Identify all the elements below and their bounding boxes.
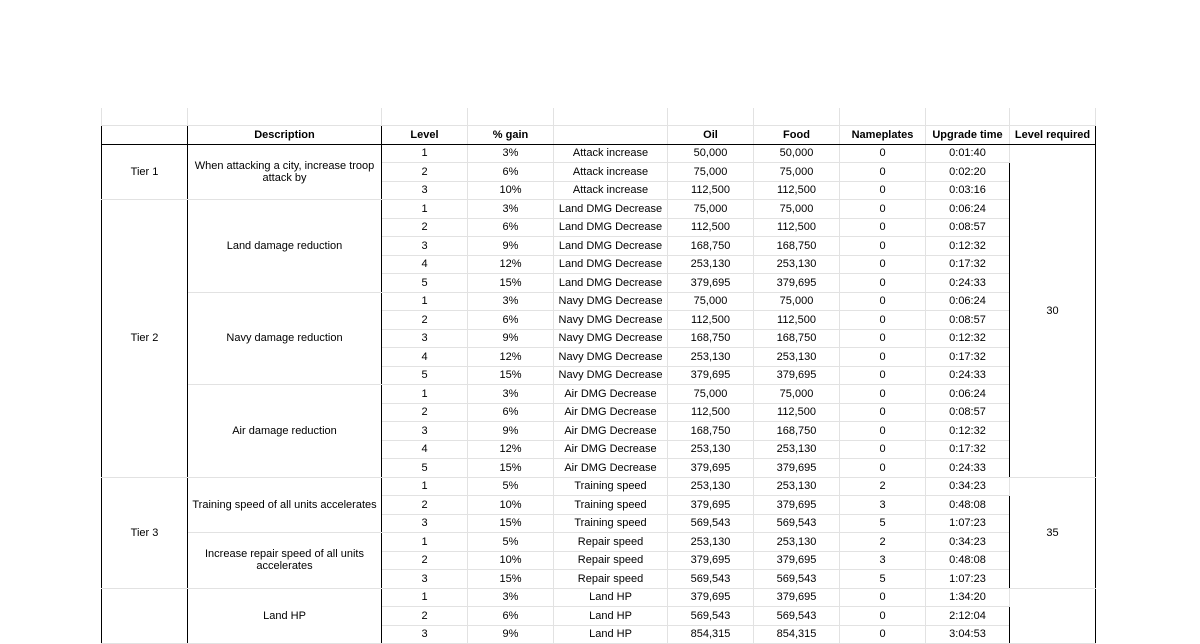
oil-cell[interactable]: 569,543 — [668, 570, 754, 589]
upgrade-time-cell[interactable]: 0:08:57 — [926, 218, 1010, 237]
nameplates-cell[interactable]: 0 — [840, 607, 926, 626]
level-cell[interactable]: 2 — [382, 218, 468, 237]
empty-cell[interactable] — [554, 108, 668, 126]
level-cell[interactable]: 3 — [382, 181, 468, 200]
upgrade-time-cell[interactable]: 0:34:23 — [926, 477, 1010, 496]
nameplates-cell[interactable]: 0 — [840, 144, 926, 163]
nameplates-cell[interactable]: 2 — [840, 477, 926, 496]
nameplates-cell[interactable]: 0 — [840, 329, 926, 348]
food-cell[interactable]: 75,000 — [754, 292, 840, 311]
level-cell[interactable]: 2 — [382, 496, 468, 515]
description-cell[interactable]: Air damage reduction — [188, 385, 382, 478]
effect-cell[interactable]: Land HP — [554, 625, 668, 644]
upgrade-time-cell[interactable]: 0:12:32 — [926, 237, 1010, 256]
upgrade-time-cell[interactable]: 2:12:04 — [926, 607, 1010, 626]
upgrade-time-cell[interactable]: 0:08:57 — [926, 311, 1010, 330]
oil-cell[interactable]: 253,130 — [668, 477, 754, 496]
upgrade-time-cell[interactable]: 0:12:32 — [926, 422, 1010, 441]
level-cell[interactable]: 5 — [382, 366, 468, 385]
level-cell[interactable]: 1 — [382, 144, 468, 163]
level-cell[interactable]: 3 — [382, 237, 468, 256]
effect-cell[interactable]: Air DMG Decrease — [554, 385, 668, 404]
food-cell[interactable]: 379,695 — [754, 551, 840, 570]
effect-cell[interactable]: Land HP — [554, 607, 668, 626]
nameplates-cell[interactable]: 3 — [840, 551, 926, 570]
nameplates-cell[interactable]: 0 — [840, 366, 926, 385]
gain-cell[interactable]: 3% — [468, 200, 554, 219]
nameplates-cell[interactable]: 5 — [840, 570, 926, 589]
spreadsheet — [101, 108, 1096, 644]
gain-cell[interactable]: 6% — [468, 311, 554, 330]
upgrade-time-cell[interactable]: 0:24:33 — [926, 274, 1010, 293]
nameplates-cell[interactable]: 0 — [840, 292, 926, 311]
effect-cell[interactable]: Land DMG Decrease — [554, 274, 668, 293]
nameplates-cell[interactable]: 0 — [840, 422, 926, 441]
empty-cell[interactable] — [840, 108, 926, 126]
oil-cell[interactable]: 112,500 — [668, 403, 754, 422]
oil-cell[interactable]: 569,543 — [668, 514, 754, 533]
nameplates-cell[interactable]: 0 — [840, 625, 926, 644]
oil-cell[interactable]: 168,750 — [668, 329, 754, 348]
food-cell[interactable]: 168,750 — [754, 422, 840, 441]
nameplates-cell[interactable]: 0 — [840, 255, 926, 274]
food-cell[interactable]: 253,130 — [754, 440, 840, 459]
food-cell[interactable]: 379,695 — [754, 366, 840, 385]
oil-cell[interactable]: 253,130 — [668, 255, 754, 274]
oil-header[interactable]: Oil — [668, 126, 754, 145]
empty-cell[interactable] — [754, 108, 840, 126]
upgrade-time-cell[interactable]: 0:17:32 — [926, 255, 1010, 274]
food-cell[interactable]: 112,500 — [754, 403, 840, 422]
food-cell[interactable]: 253,130 — [754, 255, 840, 274]
level-cell[interactable]: 3 — [382, 514, 468, 533]
upgrade-time-cell[interactable]: 0:17:32 — [926, 440, 1010, 459]
upgrade-time-cell[interactable]: 1:34:20 — [926, 588, 1010, 607]
tier-label[interactable] — [102, 588, 188, 644]
effect-cell[interactable]: Repair speed — [554, 533, 668, 552]
upgrade-time-cell[interactable]: 0:06:24 — [926, 292, 1010, 311]
effect-cell[interactable]: Navy DMG Decrease — [554, 329, 668, 348]
level-cell[interactable]: 1 — [382, 385, 468, 404]
oil-cell[interactable]: 75,000 — [668, 385, 754, 404]
oil-cell[interactable]: 379,695 — [668, 366, 754, 385]
level-header[interactable]: Level — [382, 126, 468, 145]
upgrade-time-cell[interactable]: 0:48:08 — [926, 496, 1010, 515]
gain-cell[interactable]: 15% — [468, 459, 554, 478]
level-cell[interactable]: 2 — [382, 403, 468, 422]
effect-cell[interactable]: Air DMG Decrease — [554, 440, 668, 459]
gain-cell[interactable]: 9% — [468, 329, 554, 348]
gain-cell[interactable]: 12% — [468, 440, 554, 459]
oil-cell[interactable]: 253,130 — [668, 348, 754, 367]
upgrade-time-cell[interactable]: 3:04:53 — [926, 625, 1010, 644]
effect-cell[interactable]: Land DMG Decrease — [554, 237, 668, 256]
nameplates-cell[interactable]: 3 — [840, 496, 926, 515]
oil-cell[interactable]: 253,130 — [668, 440, 754, 459]
food-cell[interactable]: 569,543 — [754, 514, 840, 533]
empty-cell[interactable] — [188, 108, 382, 126]
upgrade-time-cell[interactable]: 0:48:08 — [926, 551, 1010, 570]
oil-cell[interactable]: 379,695 — [668, 496, 754, 515]
effect-cell[interactable]: Land DMG Decrease — [554, 218, 668, 237]
table-row — [102, 292, 1096, 311]
nameplates-header[interactable]: Nameplates — [840, 126, 926, 145]
food-cell[interactable]: 569,543 — [754, 570, 840, 589]
effect-cell[interactable]: Attack increase — [554, 144, 668, 163]
gain-cell[interactable]: 9% — [468, 237, 554, 256]
oil-cell[interactable]: 379,695 — [668, 588, 754, 607]
gain-cell[interactable]: 9% — [468, 422, 554, 441]
upgrade-time-cell[interactable]: 1:07:23 — [926, 570, 1010, 589]
gain-cell[interactable]: 10% — [468, 181, 554, 200]
description-cell[interactable]: When attacking a city, increase troop attack by — [188, 144, 382, 200]
nameplates-cell[interactable]: 5 — [840, 514, 926, 533]
effect-cell[interactable]: Land DMG Decrease — [554, 200, 668, 219]
effect-cell[interactable]: Training speed — [554, 496, 668, 515]
effect-cell[interactable]: Navy DMG Decrease — [554, 366, 668, 385]
table-row — [102, 588, 1096, 607]
upgrade-time-header[interactable]: Upgrade time — [926, 126, 1010, 145]
food-cell[interactable]: 75,000 — [754, 200, 840, 219]
level-cell[interactable]: 3 — [382, 329, 468, 348]
gain-cell[interactable]: 9% — [468, 625, 554, 644]
blank-row — [102, 108, 1096, 126]
gain-cell[interactable]: 10% — [468, 551, 554, 570]
level-cell[interactable]: 3 — [382, 422, 468, 441]
oil-cell[interactable]: 75,000 — [668, 163, 754, 182]
description-header[interactable]: Description — [188, 126, 382, 145]
description-cell[interactable]: Navy damage reduction — [188, 292, 382, 385]
effect-cell[interactable]: Navy DMG Decrease — [554, 348, 668, 367]
description-cell[interactable]: Increase repair speed of all units accelerates — [188, 533, 382, 589]
nameplates-cell[interactable]: 0 — [840, 237, 926, 256]
level-cell[interactable]: 4 — [382, 255, 468, 274]
table-row — [102, 385, 1096, 404]
oil-cell[interactable]: 75,000 — [668, 200, 754, 219]
food-cell[interactable]: 379,695 — [754, 459, 840, 478]
food-cell[interactable]: 253,130 — [754, 348, 840, 367]
effect-cell[interactable]: Land HP — [554, 588, 668, 607]
gain-cell[interactable]: 15% — [468, 514, 554, 533]
oil-cell[interactable]: 75,000 — [668, 292, 754, 311]
tier-label[interactable]: Tier 1 — [102, 144, 188, 200]
oil-cell[interactable]: 379,695 — [668, 551, 754, 570]
effect-cell[interactable]: Land DMG Decrease — [554, 255, 668, 274]
table-row — [102, 144, 1096, 163]
nameplates-cell[interactable]: 0 — [840, 218, 926, 237]
description-cell[interactable]: Land damage reduction — [188, 200, 382, 293]
oil-cell[interactable]: 112,500 — [668, 311, 754, 330]
food-cell[interactable]: 112,500 — [754, 218, 840, 237]
gain-cell[interactable]: 3% — [468, 144, 554, 163]
food-cell[interactable]: 379,695 — [754, 274, 840, 293]
gain-cell[interactable]: 6% — [468, 218, 554, 237]
gain-header[interactable]: % gain — [468, 126, 554, 145]
level-cell[interactable]: 1 — [382, 477, 468, 496]
oil-cell[interactable]: 50,000 — [668, 144, 754, 163]
description-cell[interactable]: Land HP — [188, 588, 382, 644]
upgrade-time-cell[interactable]: 0:03:16 — [926, 181, 1010, 200]
nameplates-cell[interactable]: 0 — [840, 440, 926, 459]
oil-cell[interactable]: 168,750 — [668, 237, 754, 256]
upgrade-time-cell[interactable]: 0:08:57 — [926, 403, 1010, 422]
gain-cell[interactable]: 6% — [468, 163, 554, 182]
nameplates-cell[interactable]: 0 — [840, 403, 926, 422]
gain-cell[interactable]: 6% — [468, 403, 554, 422]
oil-cell[interactable]: 379,695 — [668, 274, 754, 293]
level-cell[interactable]: 2 — [382, 607, 468, 626]
tier-label[interactable]: Tier 3 — [102, 477, 188, 588]
level-cell[interactable]: 2 — [382, 311, 468, 330]
level-cell[interactable]: 1 — [382, 200, 468, 219]
header-row — [102, 126, 1096, 145]
empty-cell[interactable] — [468, 108, 554, 126]
level-cell[interactable]: 4 — [382, 440, 468, 459]
gain-cell[interactable]: 15% — [468, 366, 554, 385]
empty-cell[interactable] — [1010, 108, 1096, 126]
upgrade-time-cell[interactable]: 0:06:24 — [926, 385, 1010, 404]
effect-cell[interactable]: Air DMG Decrease — [554, 459, 668, 478]
gain-cell[interactable]: 3% — [468, 588, 554, 607]
table-row — [102, 477, 1096, 496]
empty-cell[interactable] — [668, 108, 754, 126]
level-cell[interactable]: 5 — [382, 459, 468, 478]
nameplates-cell[interactable]: 0 — [840, 163, 926, 182]
effect-cell[interactable]: Navy DMG Decrease — [554, 311, 668, 330]
level-cell[interactable]: 4 — [382, 348, 468, 367]
level-required-header[interactable]: Level required — [1010, 126, 1096, 145]
effect-header[interactable] — [554, 126, 668, 145]
effect-cell[interactable]: Repair speed — [554, 570, 668, 589]
food-cell[interactable]: 50,000 — [754, 144, 840, 163]
food-cell[interactable]: 854,315 — [754, 625, 840, 644]
tier-label[interactable]: Tier 2 — [102, 200, 188, 478]
nameplates-cell[interactable]: 0 — [840, 181, 926, 200]
level-required-cell[interactable] — [1010, 588, 1096, 644]
upgrade-time-cell[interactable]: 0:17:32 — [926, 348, 1010, 367]
nameplates-cell[interactable]: 0 — [840, 588, 926, 607]
effect-cell[interactable]: Navy DMG Decrease — [554, 292, 668, 311]
food-cell[interactable]: 168,750 — [754, 329, 840, 348]
gain-cell[interactable]: 3% — [468, 385, 554, 404]
level-cell[interactable]: 1 — [382, 533, 468, 552]
upgrade-time-cell[interactable]: 1:07:23 — [926, 514, 1010, 533]
level-cell[interactable]: 5 — [382, 274, 468, 293]
upgrade-time-cell[interactable]: 0:02:20 — [926, 163, 1010, 182]
effect-cell[interactable]: Repair speed — [554, 551, 668, 570]
effect-cell[interactable]: Training speed — [554, 477, 668, 496]
level-cell[interactable]: 3 — [382, 570, 468, 589]
food-header[interactable]: Food — [754, 126, 840, 145]
description-cell[interactable]: Training speed of all units accelerates — [188, 477, 382, 533]
effect-cell[interactable]: Attack increase — [554, 163, 668, 182]
nameplates-cell[interactable]: 0 — [840, 311, 926, 330]
gain-cell[interactable]: 5% — [468, 477, 554, 496]
oil-cell[interactable]: 854,315 — [668, 625, 754, 644]
upgrade-time-cell[interactable]: 0:24:33 — [926, 366, 1010, 385]
empty-cell[interactable] — [926, 108, 1010, 126]
level-cell[interactable]: 3 — [382, 625, 468, 644]
food-cell[interactable]: 569,543 — [754, 607, 840, 626]
gain-cell[interactable]: 10% — [468, 496, 554, 515]
nameplates-cell[interactable]: 0 — [840, 348, 926, 367]
food-cell[interactable]: 168,750 — [754, 237, 840, 256]
food-cell[interactable]: 253,130 — [754, 477, 840, 496]
upgrade-time-cell[interactable]: 0:12:32 — [926, 329, 1010, 348]
level-required-cell[interactable]: 30 — [1010, 144, 1096, 477]
effect-cell[interactable]: Air DMG Decrease — [554, 403, 668, 422]
upgrade-time-cell[interactable]: 0:01:40 — [926, 144, 1010, 163]
effect-cell[interactable]: Training speed — [554, 514, 668, 533]
gain-cell[interactable]: 12% — [468, 348, 554, 367]
table-row — [102, 533, 1096, 552]
level-cell[interactable]: 1 — [382, 588, 468, 607]
gain-cell[interactable]: 12% — [468, 255, 554, 274]
food-cell[interactable]: 112,500 — [754, 181, 840, 200]
table-row — [102, 200, 1096, 219]
nameplates-cell[interactable]: 0 — [840, 200, 926, 219]
oil-cell[interactable]: 168,750 — [668, 422, 754, 441]
tier-header[interactable] — [102, 126, 188, 145]
level-cell[interactable]: 2 — [382, 551, 468, 570]
nameplates-cell[interactable]: 0 — [840, 459, 926, 478]
food-cell[interactable]: 112,500 — [754, 311, 840, 330]
food-cell[interactable]: 75,000 — [754, 385, 840, 404]
nameplates-cell[interactable]: 0 — [840, 274, 926, 293]
gain-cell[interactable]: 3% — [468, 292, 554, 311]
empty-cell[interactable] — [382, 108, 468, 126]
gain-cell[interactable]: 15% — [468, 570, 554, 589]
oil-cell[interactable]: 569,543 — [668, 607, 754, 626]
empty-cell[interactable] — [102, 108, 188, 126]
food-cell[interactable]: 253,130 — [754, 533, 840, 552]
level-cell[interactable]: 2 — [382, 163, 468, 182]
level-cell[interactable]: 1 — [382, 292, 468, 311]
gain-cell[interactable]: 15% — [468, 274, 554, 293]
gain-cell[interactable]: 6% — [468, 607, 554, 626]
effect-cell[interactable]: Attack increase — [554, 181, 668, 200]
upgrade-time-cell[interactable]: 0:24:33 — [926, 459, 1010, 478]
upgrade-table — [101, 108, 1096, 644]
food-cell[interactable]: 379,695 — [754, 496, 840, 515]
upgrade-time-cell[interactable]: 0:34:23 — [926, 533, 1010, 552]
level-required-cell[interactable]: 35 — [1010, 477, 1096, 588]
effect-cell[interactable]: Air DMG Decrease — [554, 422, 668, 441]
oil-cell[interactable]: 112,500 — [668, 218, 754, 237]
nameplates-cell[interactable]: 2 — [840, 533, 926, 552]
food-cell[interactable]: 379,695 — [754, 588, 840, 607]
oil-cell[interactable]: 379,695 — [668, 459, 754, 478]
oil-cell[interactable]: 112,500 — [668, 181, 754, 200]
food-cell[interactable]: 75,000 — [754, 163, 840, 182]
nameplates-cell[interactable]: 0 — [840, 385, 926, 404]
oil-cell[interactable]: 253,130 — [668, 533, 754, 552]
gain-cell[interactable]: 5% — [468, 533, 554, 552]
upgrade-time-cell[interactable]: 0:06:24 — [926, 200, 1010, 219]
